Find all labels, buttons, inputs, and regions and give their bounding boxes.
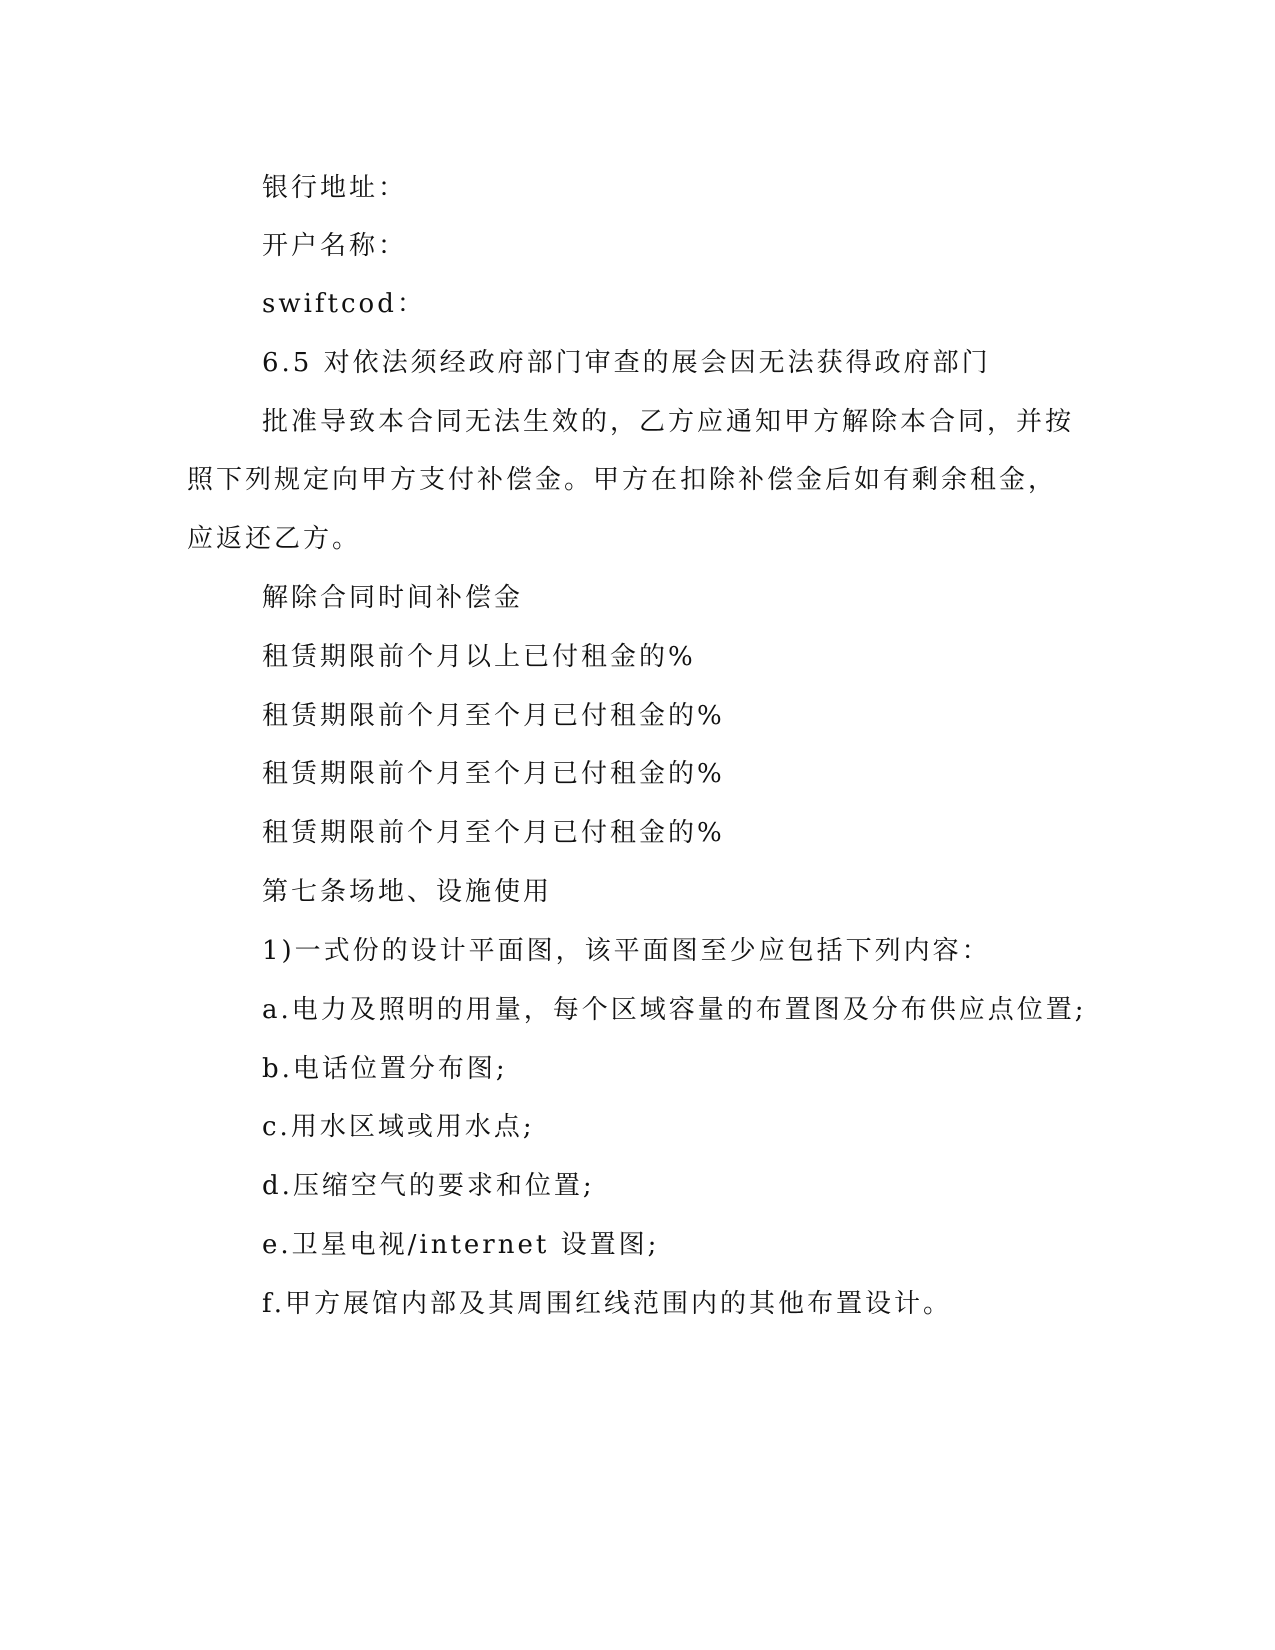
compensation-row-4: 租赁期限前个月至个月已付租金的% — [262, 818, 725, 848]
list-item-f: f.甲方展馆内部及其周围红线范围内的其他布置设计。 — [262, 1289, 952, 1319]
compensation-row-1: 租赁期限前个月以上已付租金的% — [262, 642, 696, 672]
compensation-table-heading: 解除合同时间补偿金 — [262, 583, 524, 613]
compensation-row-2: 租赁期限前个月至个月已付租金的% — [262, 701, 725, 731]
swift-code-label: swiftcod： — [262, 289, 426, 319]
bank-address-label: 银行地址： — [262, 173, 408, 203]
list-item-e: e.卫星电视/internet 设置图; — [262, 1230, 660, 1260]
clause-6-5-line-3: 照下列规定向甲方支付补偿金。甲方在扣除补偿金后如有剩余租金， — [187, 465, 1058, 495]
account-name-label: 开户名称： — [262, 231, 408, 261]
clause-6-5-line-2: 批准导致本合同无法生效的，乙方应通知甲方解除本合同，并按 — [262, 407, 1075, 437]
floor-plan-item: 1)一式份的设计平面图，该平面图至少应包括下列内容： — [262, 936, 991, 966]
compensation-row-3: 租赁期限前个月至个月已付租金的% — [262, 759, 725, 789]
list-item-c: c.用水区域或用水点; — [262, 1112, 535, 1142]
clause-6-5-line-4: 应返还乙方。 — [187, 524, 362, 554]
clause-6-5-line-1: 6.5 对依法须经政府部门审查的展会因无法获得政府部门 — [262, 348, 991, 378]
article-7-heading: 第七条场地、设施使用 — [262, 877, 553, 907]
list-item-d: d.压缩空气的要求和位置; — [262, 1171, 595, 1201]
list-item-b: b.电话位置分布图; — [262, 1054, 508, 1084]
list-item-a: a.电力及照明的用量，每个区域容量的布置图及分布供应点位置; — [262, 995, 1087, 1025]
